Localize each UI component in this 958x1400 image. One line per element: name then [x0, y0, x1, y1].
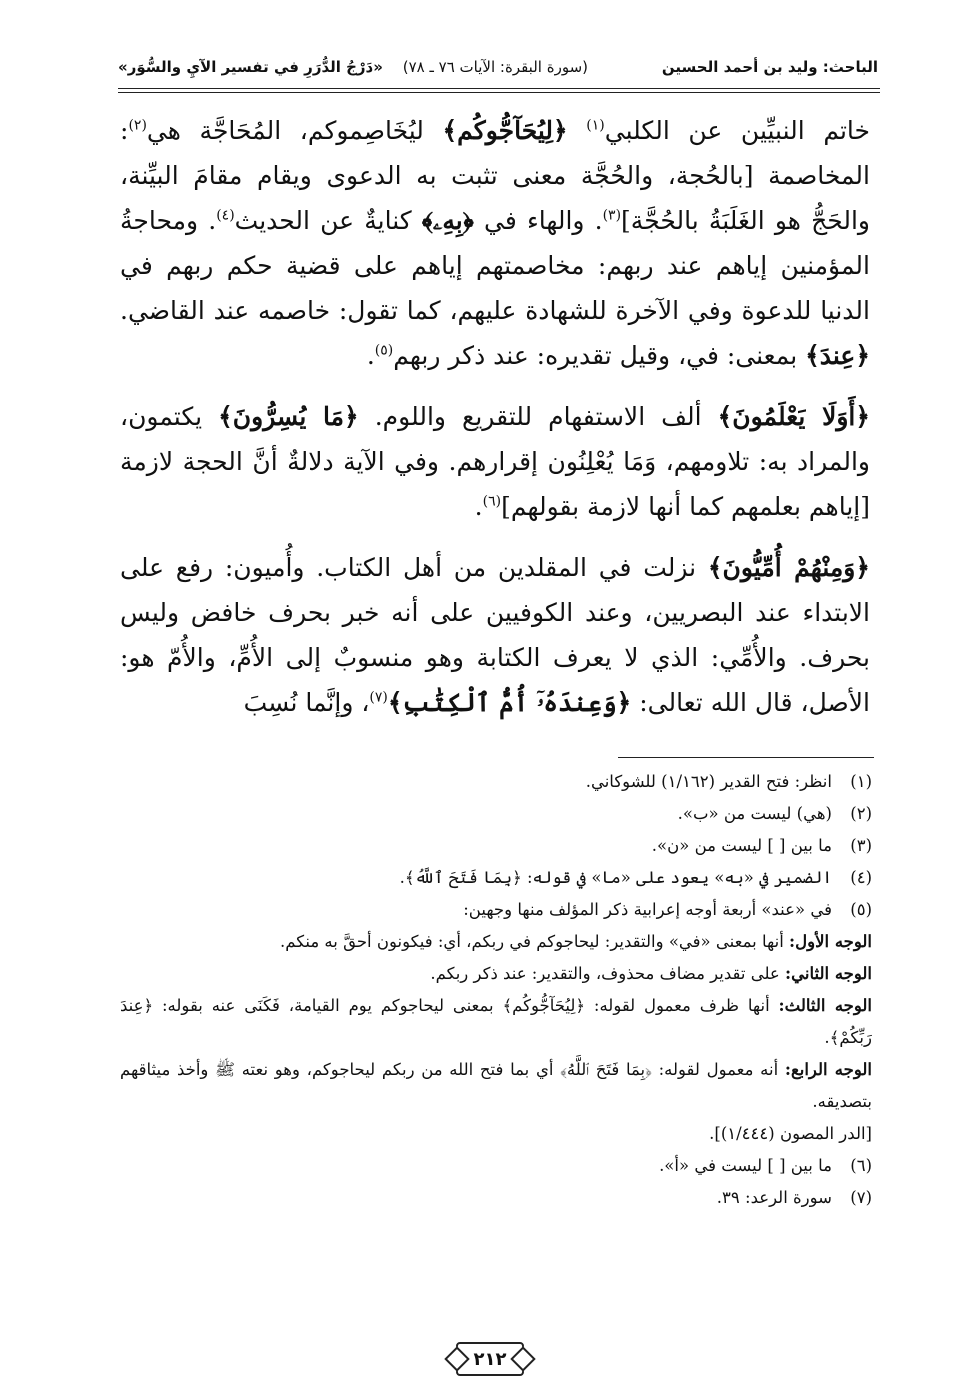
footnote-5-source: [الدر المصون (١/٤٤٤)]. [709, 1124, 872, 1143]
header-rule [118, 88, 880, 89]
main-text [120, 108, 870, 741]
quran-quote: ﴿بِهِۦ﴾ [421, 206, 474, 235]
footnote-1: (١) انظر: فتح القدير (١/١٦٢) للشوكاني. [585, 772, 872, 791]
footnote-ref[interactable]: (٦) [482, 493, 502, 510]
footnote-5: (٥) في «عند» أربعة أوجه إعرابية ذكر المؤلف منها وجهين: [463, 900, 872, 919]
footnote-5-aspect-2: الوجه الثاني: على تقدير مضاف محذوف، والتقدير: عند ذكر ربكم. [430, 964, 872, 983]
header-surah-range: (سورة البقرة: الآيات ٧٦ ـ ٧٨) [402, 58, 588, 76]
footnotes [120, 766, 872, 1214]
footnote-ref[interactable]: (١) [586, 117, 605, 134]
footnote-5-aspect-4: الوجه الرابع: أنه معمول لقوله: ﴿بِمَا فَتَحَ ٱللَّهُ﴾ أي بما فتح الله من ربكم ليحاجوكم، وهو نعته ﷺ وأخذ ميثاقهم بتصديقه. [120, 1060, 872, 1111]
quran-quote: ﴿لِيُحَآجُّوكُم﴾ [442, 116, 568, 145]
footnote-7: (٧) سورة الرعد: ٣٩. [716, 1188, 872, 1207]
header-author: الباحث: وليد بن أحمد الحسين [661, 58, 878, 76]
footnote-ref[interactable]: (٧) [369, 689, 388, 706]
header-book-title: «دَرْجُ الدُّرَرِ في تفسير الآيِ والسُّوَر» [118, 58, 383, 76]
footnote-ref[interactable]: (٢) [128, 117, 147, 134]
quran-quote: ﴿وَعِندَهُۥٓ أُمُّ ٱلْكِتَٰبِ﴾ [387, 688, 632, 717]
quran-quote: ﴿وَمِنْهُمْ أُمِّيُّونَ﴾ [707, 553, 870, 582]
paragraph-2: ﴿أَوَلَا يَعْلَمُونَ﴾ ألف الاستفهام للتقريع واللوم. ﴿مَا يُسِرُّونَ﴾ يكتمون، والمراد به: تلاومهم، وَمَا يُعْلِنُون إقرارهم. وفي الآية دلالةٌ أنَّ الحجة لازمة [إياهم بعلمهم كما أنها لازمة بقولهم]$^{(٦)}$. [120, 402, 870, 521]
footnote-separator [618, 757, 874, 758]
footnote-5-aspect-3: الوجه الثالث: أنها ظرف معمول لقوله: ﴿لِيُحَآجُّوكُم﴾ بمعنى ليحاجوكم يوم القيامة، فَكَنَى عنه بقوله: ﴿عِندَ رَبِّكُمْ﴾. [120, 996, 872, 1047]
footnote-5-aspect-1: الوجه الأول: أنها بمعنى «في» والتقدير: ليحاجوكم في ربكم، أي: فيكونون أحقَّ به منكم. [280, 932, 872, 951]
footnote-2: (٢) (هي) ليست من «ب». [677, 804, 872, 823]
quran-quote: ﴿مَا يُسِرُّونَ﴾ [218, 402, 359, 431]
page-number: ٢١٢ [456, 1342, 524, 1376]
quran-quote: ﴿عِندَ﴾ [805, 341, 870, 370]
footnote-4: (٤) الضمير في «به» يعود على «ما» في قوله: ﴿بِمَا فَتَحَ ٱللَّهُ﴾. [399, 868, 872, 887]
quran-quote: ﴿أَوَلَا يَعْلَمُونَ﴾ [717, 402, 870, 431]
footnote-ref[interactable]: (٤) [216, 207, 235, 224]
paragraph-3: ﴿وَمِنْهُمْ أُمِّيُّونَ﴾ نزلت في المقلدين من أهل الكتاب. وأُميون: رفع على الابتداء عند البصريين، وعند الكوفيين على أنه خبر بحرف خافض وليس بحرف. والأُمِّي: الذي لا يعرف الكتابة وهو منسوبٌ إلى الأُمِّ، والأُمّ هو: الأصل، قال الله تعالى: ﴿وَعِندَهُۥٓ أُمُّ ٱلْكِتَٰبِ﴾$^{(٧)}$، وإنَّما نُسِبَ [120, 553, 870, 717]
header-rule-inner [118, 92, 880, 93]
paragraph-1: خاتم النبيِّين عن الكلبي$^{(١)}$ ﴿لِيُحَآجُّوكُم﴾ ليُخَاصِموكم، المُحَاجَّة هي$^{(٢)}$: المخاصمة [بالحُجة، والحُجَّة معنى تثبت به الدعوى ويقام مقامَ البيِّنة، والحَجُّ هو الغَلَبَةُ بالحُجَّة]$^{(٣)}$. والهاء في ﴿بِهِۦ﴾ كنايةٌ عن الحديث$^{(٤)}$. ومحاجةُ المؤمنين إياهم عند ربهم: مخاصمتهم إياهم على قضية حكم ربهم في الدنيا للدعوة وفي الآخرة للشهادة عليهم، كما تقول: خاصمه عند القاضي. ﴿عِندَ﴾ بمعنى: في، وقيل تقديره: عند ذكر ربهم$^{(٥)}$. [120, 116, 870, 370]
running-header [118, 52, 878, 86]
footnote-6: (٦) ما بين [ ] ليست في «أ». [659, 1156, 872, 1175]
footnote-3: (٣) ما بين [ ] ليست من «ن». [651, 836, 872, 855]
footnote-ref[interactable]: (٣) [602, 207, 622, 224]
footnote-ref[interactable]: (٥) [374, 342, 394, 359]
